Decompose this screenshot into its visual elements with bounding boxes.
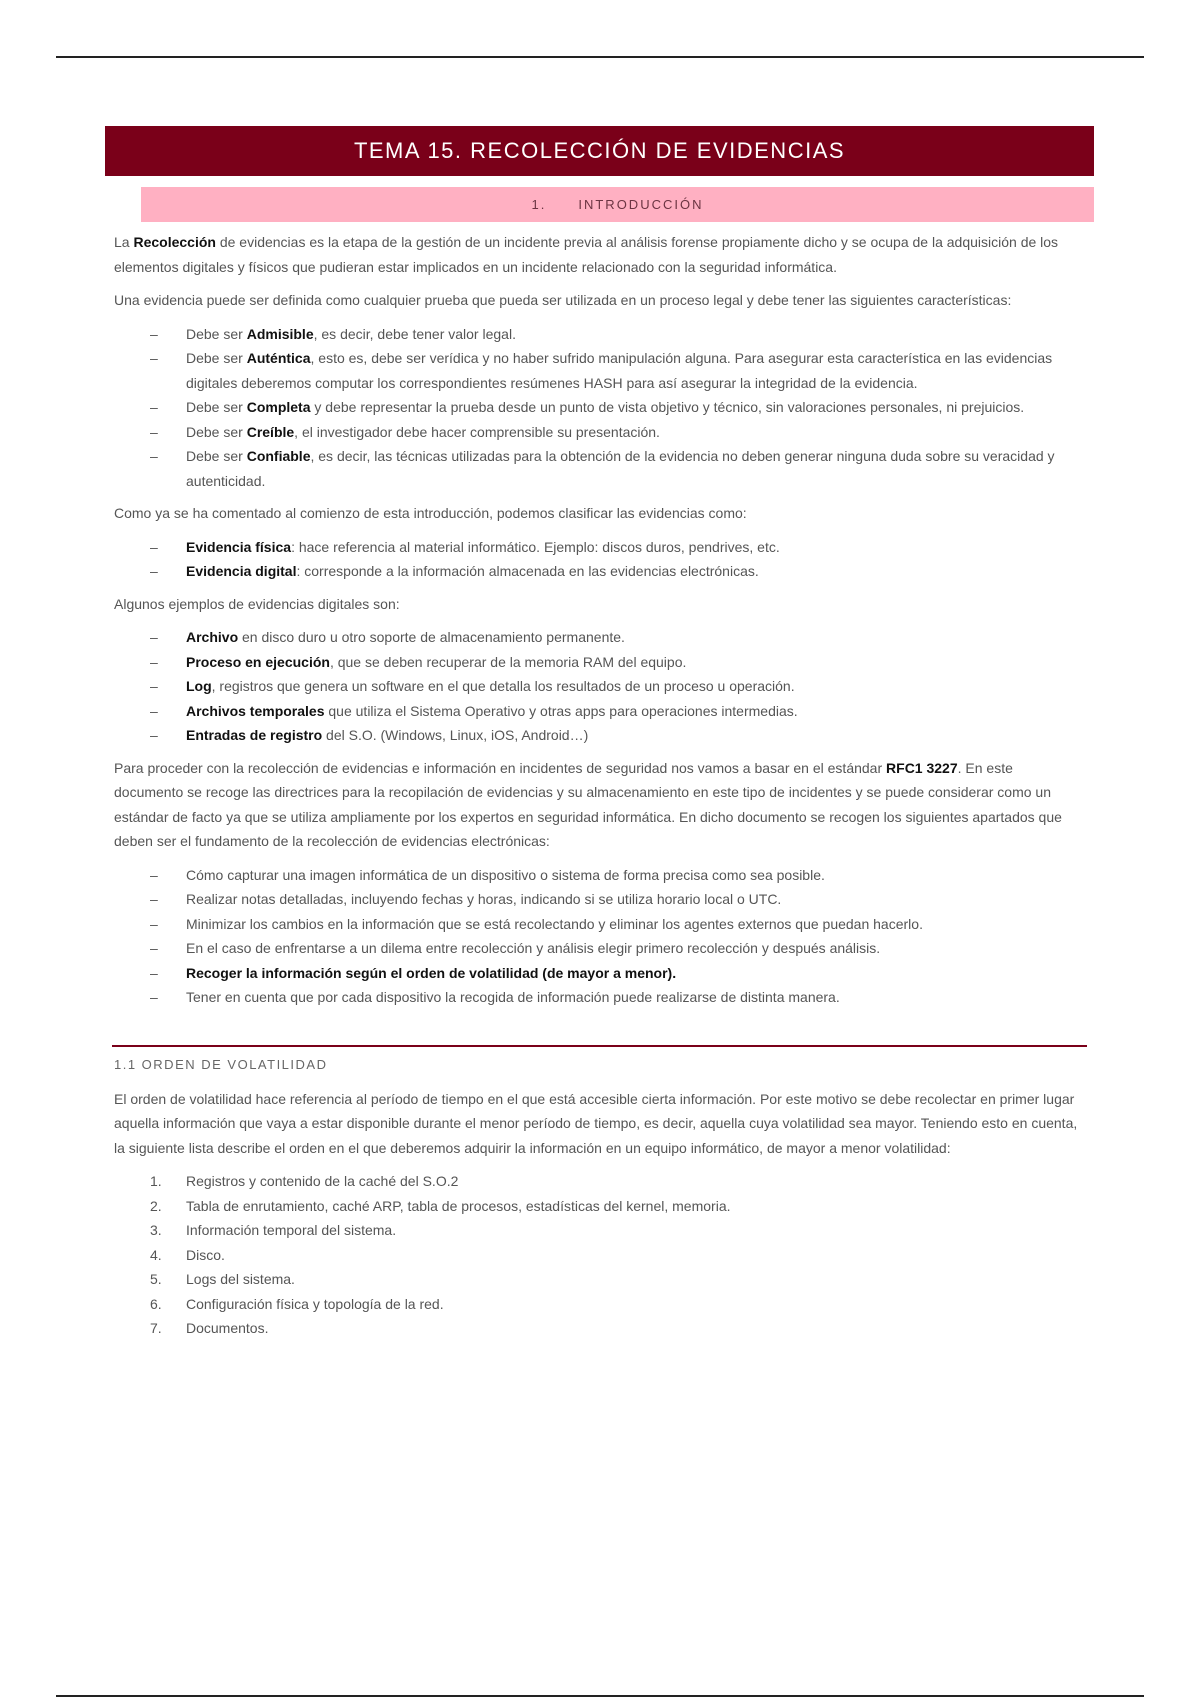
section-divider [112, 1045, 1087, 1047]
section-title: INTRODUCCIÓN [578, 197, 704, 212]
list-item [114, 1292, 1080, 1317]
evidence-types-list [114, 535, 1080, 584]
intro-paragraph-4: Algunos ejemplos de evidencias digitales son: [114, 595, 400, 612]
list-item [114, 1194, 1080, 1219]
text-run: , registros que genera un software en el que detalla los resultados de un proceso u operación. [211, 678, 795, 694]
text-run: , el investigador debe hacer comprensible su presentación. [294, 423, 660, 440]
list-item [114, 535, 1080, 560]
text-run: y debe representar la prueba desde un punto de vista objetivo y técnico, sin valoraciones personales, ni prejuicios. [310, 399, 1025, 415]
list-item [114, 912, 1080, 937]
list-item [114, 699, 1080, 724]
rfc-guidelines-list [114, 863, 1080, 1010]
bold-term: Completa [246, 399, 311, 415]
text-run: Configuración física y topología de la red. [186, 1295, 444, 1312]
volatility-paragraph: El orden de volatilidad hace referencia al período de tiempo en el que está accesible cierta información. Por este motivo se debe recolectar en primer lugar aquella información que vaya a estar disponible durante el menor período de tiempo, es decir, aquella cuya volatilidad sea mayor. Teniendo esto en cuenta, la siguiente lista describe el orden en el que deberemos adquirir la información en un equipo informático, de mayor a menor volatilidad: [114, 1090, 1078, 1156]
bold-term: Archivos temporales [186, 702, 325, 719]
subsection-title-orden-volatilidad: 1.1 ORDEN DE VOLATILIDAD [114, 1056, 328, 1072]
text-run: Registros y contenido de la caché del S.O.2 [186, 1173, 459, 1189]
text-run: Debe ser [186, 423, 247, 440]
bold-term: Creíble [246, 423, 295, 440]
list-item [114, 961, 1080, 986]
list-number: 5. [150, 1271, 162, 1287]
bold-term: Proceso en ejecución [186, 653, 330, 670]
text-run: : corresponde a la información almacenada en las evidencias electrónicas. [296, 563, 759, 579]
section-number: 1. [531, 197, 547, 212]
list-number: 2. [150, 1197, 162, 1214]
text-run: del S.O. (Windows, Linux, iOS, Android…) [322, 727, 589, 743]
text-run: : hace referencia al material informático. Ejemplo: discos duros, pendrives, etc. [291, 538, 780, 555]
text-run: que utiliza el Sistema Operativo y otras apps para operaciones intermedias. [324, 702, 798, 719]
text-run: , que se deben recuperar de la memoria RAM del equipo. [329, 653, 687, 670]
bold-term: Admisible [246, 325, 314, 342]
list-item [114, 985, 1080, 1010]
intro-paragraph-3: Como ya se ha comentado al comienzo de esta introducción, podemos clasificar las evidencias como: [114, 505, 747, 521]
list-item [114, 863, 1080, 888]
text-run: Minimizar los cambios en la información que se está recolectando y eliminar los agentes externos que puedan hacerlo. [186, 915, 923, 932]
intro-paragraph-1 [114, 230, 1080, 279]
bold-term: Auténtica [246, 350, 311, 366]
text-run: Para proceder con la recolección de evidencias e información en incidentes de seguridad nos vamos a basar en el estándar [114, 759, 887, 776]
text-run: Documentos. [186, 1320, 269, 1336]
list-item [114, 559, 1080, 584]
list-item [114, 1316, 1080, 1341]
text-run: en disco duro u otro soporte de almacenamiento permanente. [238, 629, 625, 645]
list-number: 4. [150, 1246, 162, 1263]
text-run: En el caso de enfrentarse a un dilema entre recolección y análisis elegir primero recolección y después análisis. [186, 940, 881, 956]
list-item [114, 444, 1080, 493]
text-run: de evidencias es la etapa de la gestión de un incidente previa al análisis forense propiamente dicho y se ocupa de la adquisición de los elementos digitales y físicos que pudieran estar implicados en un incidente relacionado con la seguridad informática. [114, 234, 1059, 275]
list-item [114, 420, 1080, 445]
text-run: Tener en cuenta que por cada dispositivo la recogida de información puede realizarse de distinta manera. [186, 989, 840, 1005]
text-run: Debe ser [186, 399, 247, 415]
text-run: Disco. [186, 1246, 225, 1263]
bold-term: Recoger la información según el orden de volatilidad (de mayor a menor). [186, 964, 677, 981]
bold-term: Log [186, 678, 212, 694]
list-item [114, 322, 1080, 347]
bold-term: Evidencia digital [186, 563, 297, 579]
text-run: Debe ser [186, 448, 247, 464]
list-item [114, 395, 1080, 420]
list-item [114, 936, 1080, 961]
list-item [114, 346, 1080, 395]
list-item [114, 1267, 1080, 1292]
bold-term: Archivo [186, 629, 239, 645]
bold-term: RFC1 3227 [886, 759, 958, 776]
text-run: Cómo capturar una imagen informática de un dispositivo o sistema de forma precisa como sea posible. [186, 866, 825, 883]
volatility-order-list [114, 1169, 1080, 1341]
intro-paragraph-5 [114, 756, 1080, 854]
bold-term: Recolección [133, 234, 216, 250]
list-number: 1. [150, 1173, 162, 1189]
text-run: , esto es, debe ser verídica y no haber sufrido manipulación alguna. Para asegurar esta característica en las evidencias digitales deberemos computar los correspondientes resúmenes HASH para así asegurar la integridad de la evidencia. [186, 350, 1053, 391]
text-run: Realizar notas detalladas, incluyendo fechas y horas, indicando si se utiliza horario local o UTC. [186, 891, 782, 907]
list-item [114, 723, 1080, 748]
list-item [114, 1169, 1080, 1194]
list-number: 7. [150, 1320, 162, 1336]
footer-rule [56, 1695, 1144, 1697]
list-item [114, 887, 1080, 912]
bold-term: Entradas de registro [186, 727, 323, 743]
list-item [114, 625, 1080, 650]
document-title: TEMA 15. RECOLECCIÓN DE EVIDENCIAS [105, 126, 1094, 176]
text-run: Tabla de enrutamiento, caché ARP, tabla de procesos, estadísticas del kernel, memoria. [186, 1197, 731, 1214]
text-run: , es decir, las técnicas utilizadas para la obtención de la evidencia no deben generar ninguna duda sobre su veracidad y autenticidad. [186, 448, 1055, 489]
text-run: . En este documento se recoge las directrices para la recopilación de evidencias y su almacenamiento en este tipo de incidentes y se puede considerar como un estándar de facto ya que se utiliza ampliamente por los expertos en seguridad informática. En dicho documento se recogen los siguientes apartados que deben ser el fundamento de la recolección de evidencias electrónicas: [114, 759, 1062, 849]
text-run: Debe ser [186, 350, 247, 366]
section-heading-introduccion [141, 187, 1094, 222]
bold-term: Evidencia física [186, 538, 292, 555]
list-item [114, 1218, 1080, 1243]
intro-paragraph-2: Una evidencia puede ser definida como cualquier prueba que pueda ser utilizada en un proceso legal y debe tener las siguientes características: [114, 292, 1012, 308]
header-rule [56, 56, 1144, 58]
list-number: 6. [150, 1295, 162, 1312]
text-run: Información temporal del sistema. [186, 1222, 397, 1238]
bold-term: Confiable [246, 448, 311, 464]
list-item [114, 1243, 1080, 1268]
list-item [114, 650, 1080, 675]
text-run: Debe ser [186, 325, 247, 342]
list-item [114, 674, 1080, 699]
text-run: , es decir, debe tener valor legal. [313, 325, 516, 342]
characteristics-list [114, 322, 1080, 494]
list-number: 3. [150, 1222, 162, 1238]
digital-examples-list [114, 625, 1080, 748]
document-body [114, 230, 1080, 1349]
text-run: La [114, 234, 134, 250]
text-run: Logs del sistema. [186, 1271, 295, 1287]
